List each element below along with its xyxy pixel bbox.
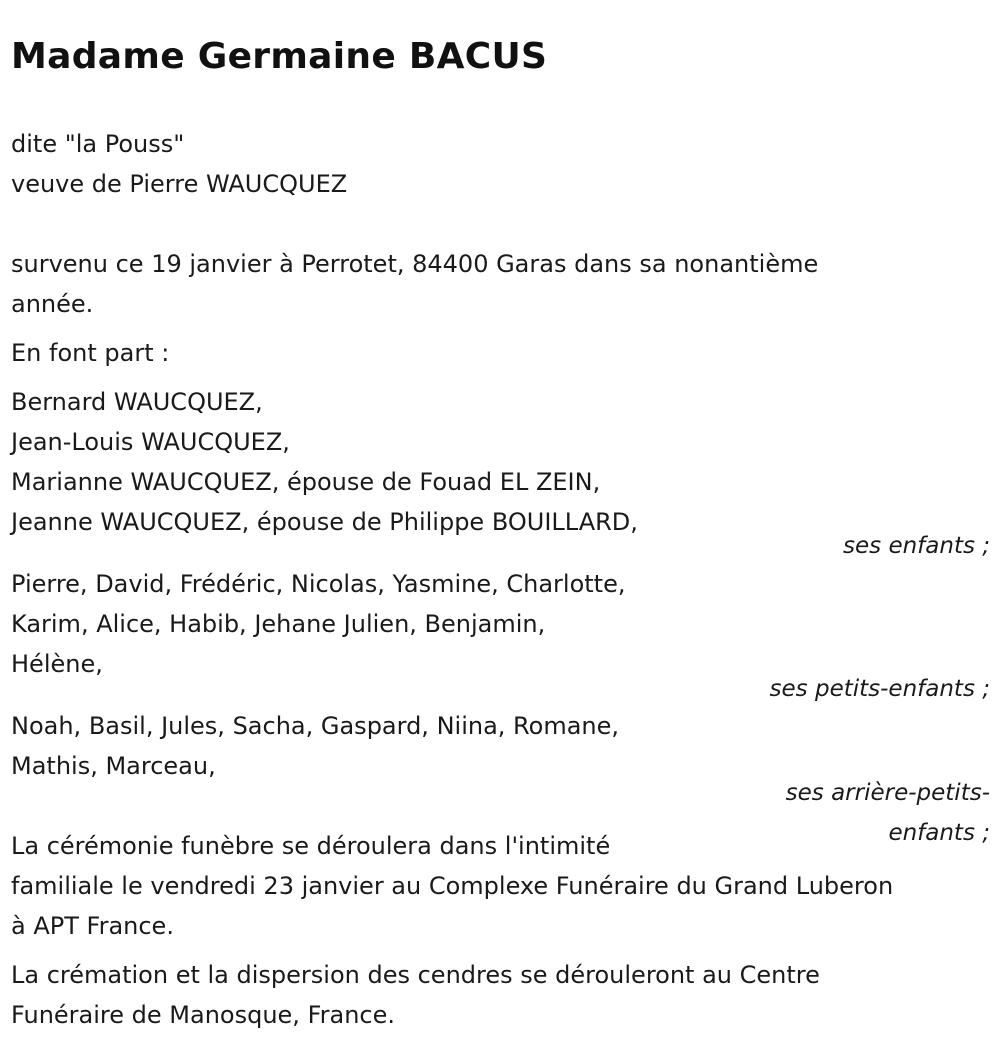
- great-grandchildren-line: Mathis, Marceau,: [11, 752, 216, 780]
- cremation-line: La crémation et la dispersion des cendres se dérouleront au Centre: [11, 961, 820, 989]
- grandchildren-line: Karim, Alice, Habib, Jehane Julien, Benjamin,: [11, 610, 546, 638]
- ceremony-line: familiale le vendredi 23 janvier au Complexe Funéraire du Grand Luberon: [11, 872, 894, 900]
- grandchildren-role-label: ses petits-enfants ;: [769, 676, 990, 702]
- great-grandchildren-role-line: ses arrière-petits-: [785, 780, 990, 806]
- ceremony-line: La cérémonie funèbre se déroulera dans l'intimité: [11, 832, 611, 860]
- death-line: année.: [11, 290, 94, 318]
- cremation-paragraph: [11, 955, 990, 1035]
- great-grandchildren-line: Noah, Basil, Jules, Sacha, Gaspard, Niina, Romane,: [11, 712, 620, 740]
- child-name: Marianne WAUCQUEZ, épouse de Fouad EL ZEIN,: [11, 468, 601, 496]
- widow-line: veuve de Pierre WAUCQUEZ: [11, 170, 348, 198]
- children-role-label: ses enfants ;: [843, 533, 990, 559]
- nickname-line: dite "la Pouss": [11, 130, 185, 158]
- announce-heading: En font part :: [11, 339, 170, 367]
- great-grandchildren-role-line: enfants ;: [888, 820, 990, 846]
- child-name: Bernard WAUCQUEZ,: [11, 388, 263, 416]
- page-title: Madame Germaine BACUS: [11, 36, 548, 77]
- grandchildren-line: Hélène,: [11, 650, 103, 678]
- death-line: survenu ce 19 janvier à Perrotet, 84400 Garas dans sa nonantième: [11, 250, 819, 278]
- great-grandchildren-role-label: [760, 773, 990, 853]
- grandchildren-line: Pierre, David, Frédéric, Nicolas, Yasmine, Charlotte,: [11, 570, 626, 598]
- ceremony-line: à APT France.: [11, 912, 174, 940]
- child-name: Jean-Louis WAUCQUEZ,: [11, 428, 290, 456]
- cremation-line: Funéraire de Manosque, France.: [11, 1001, 395, 1029]
- child-name: Jeanne WAUCQUEZ, épouse de Philippe BOUILLARD,: [11, 508, 638, 536]
- grandchildren-list: [11, 564, 990, 684]
- children-list: [11, 382, 990, 542]
- death-announcement: [11, 244, 990, 324]
